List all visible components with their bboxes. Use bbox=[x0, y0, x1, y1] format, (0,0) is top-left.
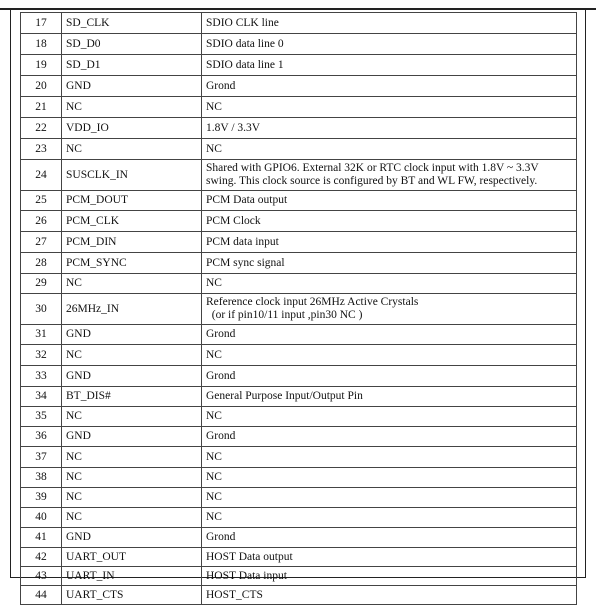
pin-number: 37 bbox=[21, 447, 62, 468]
table-row bbox=[21, 366, 577, 387]
pin-number: 39 bbox=[21, 488, 62, 508]
pin-number: 41 bbox=[21, 528, 62, 548]
pin-description: PCM sync signal bbox=[202, 253, 577, 274]
table-row bbox=[21, 345, 577, 366]
pin-number: 25 bbox=[21, 191, 62, 211]
table-row bbox=[21, 294, 577, 325]
pin-description: HOST Data input bbox=[202, 567, 577, 586]
pin-number: 17 bbox=[21, 13, 62, 34]
pin-description: SDIO data line 0 bbox=[202, 34, 577, 55]
pin-number: 20 bbox=[21, 76, 62, 97]
pin-table bbox=[20, 12, 577, 605]
pin-description: NC bbox=[202, 407, 577, 427]
pin-number: 35 bbox=[21, 407, 62, 427]
pin-name: PCM_DIN bbox=[62, 232, 202, 253]
pin-description bbox=[202, 294, 577, 325]
pin-name: VDD_IO bbox=[62, 118, 202, 139]
pin-name: SD_D0 bbox=[62, 34, 202, 55]
pin-name: SD_CLK bbox=[62, 13, 202, 34]
table-row bbox=[21, 139, 577, 160]
pin-name: GND bbox=[62, 76, 202, 97]
pin-number: 36 bbox=[21, 427, 62, 447]
pin-description: NC bbox=[202, 508, 577, 528]
pin-name: NC bbox=[62, 97, 202, 118]
pin-description bbox=[202, 160, 577, 191]
pin-name: SUSCLK_IN bbox=[62, 160, 202, 191]
pin-number: 30 bbox=[21, 294, 62, 325]
table-row bbox=[21, 13, 577, 34]
pin-number: 42 bbox=[21, 548, 62, 567]
table-row bbox=[21, 211, 577, 232]
pin-name: NC bbox=[62, 508, 202, 528]
pin-name: NC bbox=[62, 139, 202, 160]
pin-name: NC bbox=[62, 447, 202, 468]
pin-name: NC bbox=[62, 274, 202, 294]
table-row bbox=[21, 387, 577, 407]
pin-number: 40 bbox=[21, 508, 62, 528]
pin-description: Grond bbox=[202, 325, 577, 345]
table-row bbox=[21, 468, 577, 488]
pin-description: NC bbox=[202, 468, 577, 488]
table-row bbox=[21, 97, 577, 118]
pin-description: 1.8V / 3.3V bbox=[202, 118, 577, 139]
pin-number: 31 bbox=[21, 325, 62, 345]
pin-description-line-1: Shared with GPIO6. External 32K or RTC clock input with 1.8V ~ 3.3V bbox=[206, 162, 539, 174]
table-row bbox=[21, 160, 577, 191]
pin-number: 22 bbox=[21, 118, 62, 139]
table-row bbox=[21, 567, 577, 586]
table-row bbox=[21, 447, 577, 468]
pin-number: 21 bbox=[21, 97, 62, 118]
pin-description-line-2: (or if pin10/11 input ,pin30 NC ) bbox=[206, 309, 363, 321]
pin-description: PCM data input bbox=[202, 232, 577, 253]
pin-name: PCM_DOUT bbox=[62, 191, 202, 211]
pin-number: 34 bbox=[21, 387, 62, 407]
pin-number: 19 bbox=[21, 55, 62, 76]
pin-number: 44 bbox=[21, 586, 62, 605]
pin-description-line-2: swing. This clock source is configured by BT and WL FW, respectively. bbox=[206, 175, 538, 187]
pin-description: PCM Clock bbox=[202, 211, 577, 232]
pin-description: Grond bbox=[202, 528, 577, 548]
pin-name: BT_DIS# bbox=[62, 387, 202, 407]
pin-description: Grond bbox=[202, 366, 577, 387]
pin-name: PCM_CLK bbox=[62, 211, 202, 232]
pin-name: GND bbox=[62, 427, 202, 447]
pin-number: 28 bbox=[21, 253, 62, 274]
table-row bbox=[21, 274, 577, 294]
table-row bbox=[21, 55, 577, 76]
pin-number: 18 bbox=[21, 34, 62, 55]
pin-name: UART_CTS bbox=[62, 586, 202, 605]
pin-number: 26 bbox=[21, 211, 62, 232]
pin-number: 32 bbox=[21, 345, 62, 366]
pin-description: NC bbox=[202, 447, 577, 468]
pin-description: HOST_CTS bbox=[202, 586, 577, 605]
pin-table-body bbox=[21, 13, 577, 605]
pin-name: GND bbox=[62, 325, 202, 345]
pin-number: 24 bbox=[21, 160, 62, 191]
table-row bbox=[21, 325, 577, 345]
table-row bbox=[21, 76, 577, 97]
pin-name: NC bbox=[62, 488, 202, 508]
pin-number: 43 bbox=[21, 567, 62, 586]
pin-name: GND bbox=[62, 528, 202, 548]
table-row bbox=[21, 427, 577, 447]
pin-description: NC bbox=[202, 274, 577, 294]
pin-number: 23 bbox=[21, 139, 62, 160]
pin-description: PCM Data output bbox=[202, 191, 577, 211]
pin-number: 27 bbox=[21, 232, 62, 253]
pin-name: SD_D1 bbox=[62, 55, 202, 76]
pin-number: 29 bbox=[21, 274, 62, 294]
pin-description: NC bbox=[202, 488, 577, 508]
pin-description: NC bbox=[202, 345, 577, 366]
table-row bbox=[21, 586, 577, 605]
pin-number: 33 bbox=[21, 366, 62, 387]
pin-description-line-1: Reference clock input 26MHz Active Crystals bbox=[206, 296, 419, 308]
pin-description: Grond bbox=[202, 76, 577, 97]
pin-description: SDIO data line 1 bbox=[202, 55, 577, 76]
pin-description: NC bbox=[202, 97, 577, 118]
pin-description: SDIO CLK line bbox=[202, 13, 577, 34]
pin-name: UART_IN bbox=[62, 567, 202, 586]
table-row bbox=[21, 34, 577, 55]
table-row bbox=[21, 253, 577, 274]
table-row bbox=[21, 528, 577, 548]
pin-name: PCM_SYNC bbox=[62, 253, 202, 274]
pin-name: 26MHz_IN bbox=[62, 294, 202, 325]
pin-description: Grond bbox=[202, 427, 577, 447]
pin-name: UART_OUT bbox=[62, 548, 202, 567]
pin-name: NC bbox=[62, 468, 202, 488]
pin-description: General Purpose Input/Output Pin bbox=[202, 387, 577, 407]
table-row bbox=[21, 548, 577, 567]
pin-name: GND bbox=[62, 366, 202, 387]
pin-description: NC bbox=[202, 139, 577, 160]
pin-name: NC bbox=[62, 345, 202, 366]
table-row bbox=[21, 488, 577, 508]
table-row bbox=[21, 191, 577, 211]
table-row bbox=[21, 232, 577, 253]
table-row bbox=[21, 407, 577, 427]
table-row bbox=[21, 118, 577, 139]
table-row bbox=[21, 508, 577, 528]
pin-number: 38 bbox=[21, 468, 62, 488]
pin-name: NC bbox=[62, 407, 202, 427]
pin-description: HOST Data output bbox=[202, 548, 577, 567]
